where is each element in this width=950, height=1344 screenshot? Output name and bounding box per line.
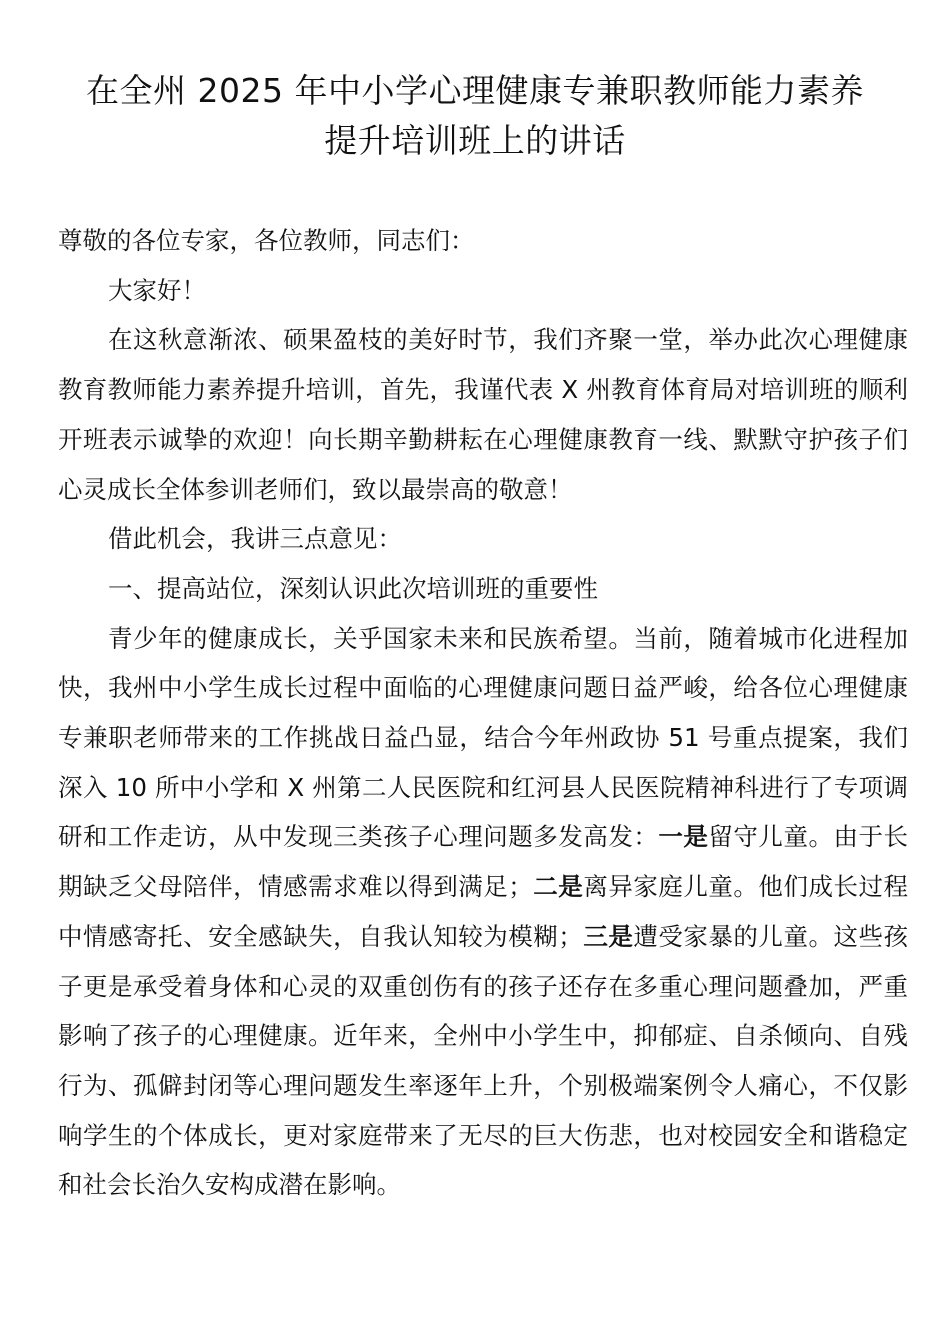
section-1-text-d: 遭受家暴的儿童。这些孩子更是承受着身体和心灵的双重创伤有的孩子还存在多重心理问题叠加，严重影响了孩子的心理健康。近年来，全州中小学生中，抑郁症、自杀倾向、自残行为、孤僻封闭等心理问题发生率逐年上升，个别极端案例令人痛心，不仅影响学生的个体成长，更对家庭带来了无尽的巨大伤悲，也对校园安全和谐稳定和社会长治久安构成潜在影响。 [58,921,909,1200]
document-body [58,216,908,1210]
document-title [40,66,910,166]
point-1-label: 一是 [658,822,709,852]
point-2-label: 二是 [532,872,584,902]
section-1-text-c: 离异家庭儿童。他们成长过程中情感寄托、安全感缺失，自我认知较为模糊； [58,872,909,951]
point-3-label: 三是 [582,921,634,951]
opening-paragraph: 在这秋意渐浓、硕果盈枝的美好时节，我们齐聚一堂，举办此次心理健康教育教师能力素养提升培训，首先，我谨代表 X 州教育体育局对培训班的顺利开班表示诚挚的欢迎！向长期辛勤耕耘在心理健康教育一线、默默守护孩子们心灵成长全体参训老师们，致以最崇高的敬意！ [58,325,908,504]
section-1-text-a: 青少年的健康成长，关乎国家未来和民族希望。当前，随着城市化进程加快，我州中小学生成长过程中面临的心理健康问题日益严峻，给各位心理健康专兼职老师带来的工作挑战日益凸显，结合今年州政协 51 号重点提案，我们深入 10 所中小学和 X 州第二人民医院和红河县人民医院精神科进行了专项调研和工作走访，从中发现三类孩子心理问题多发高发： [58,623,908,852]
section-1-heading: 一、提高站位，深刻认识此次培训班的重要性 [108,573,598,603]
title-line-1: 在全州 2025 年中小学心理健康专兼职教师能力素养 [86,71,864,110]
section-1-text-b: 留守儿童。由于长期缺乏父母陪伴，情感需求难以得到满足； [58,822,909,902]
section-1-paragraph [58,614,908,1210]
intro-points: 借此机会，我讲三点意见： [108,524,402,554]
greeting: 大家好！ [108,275,206,305]
salutation: 尊敬的各位专家，各位教师，同志们： [58,226,475,255]
title-line-2: 提升培训班上的讲话 [324,121,626,160]
